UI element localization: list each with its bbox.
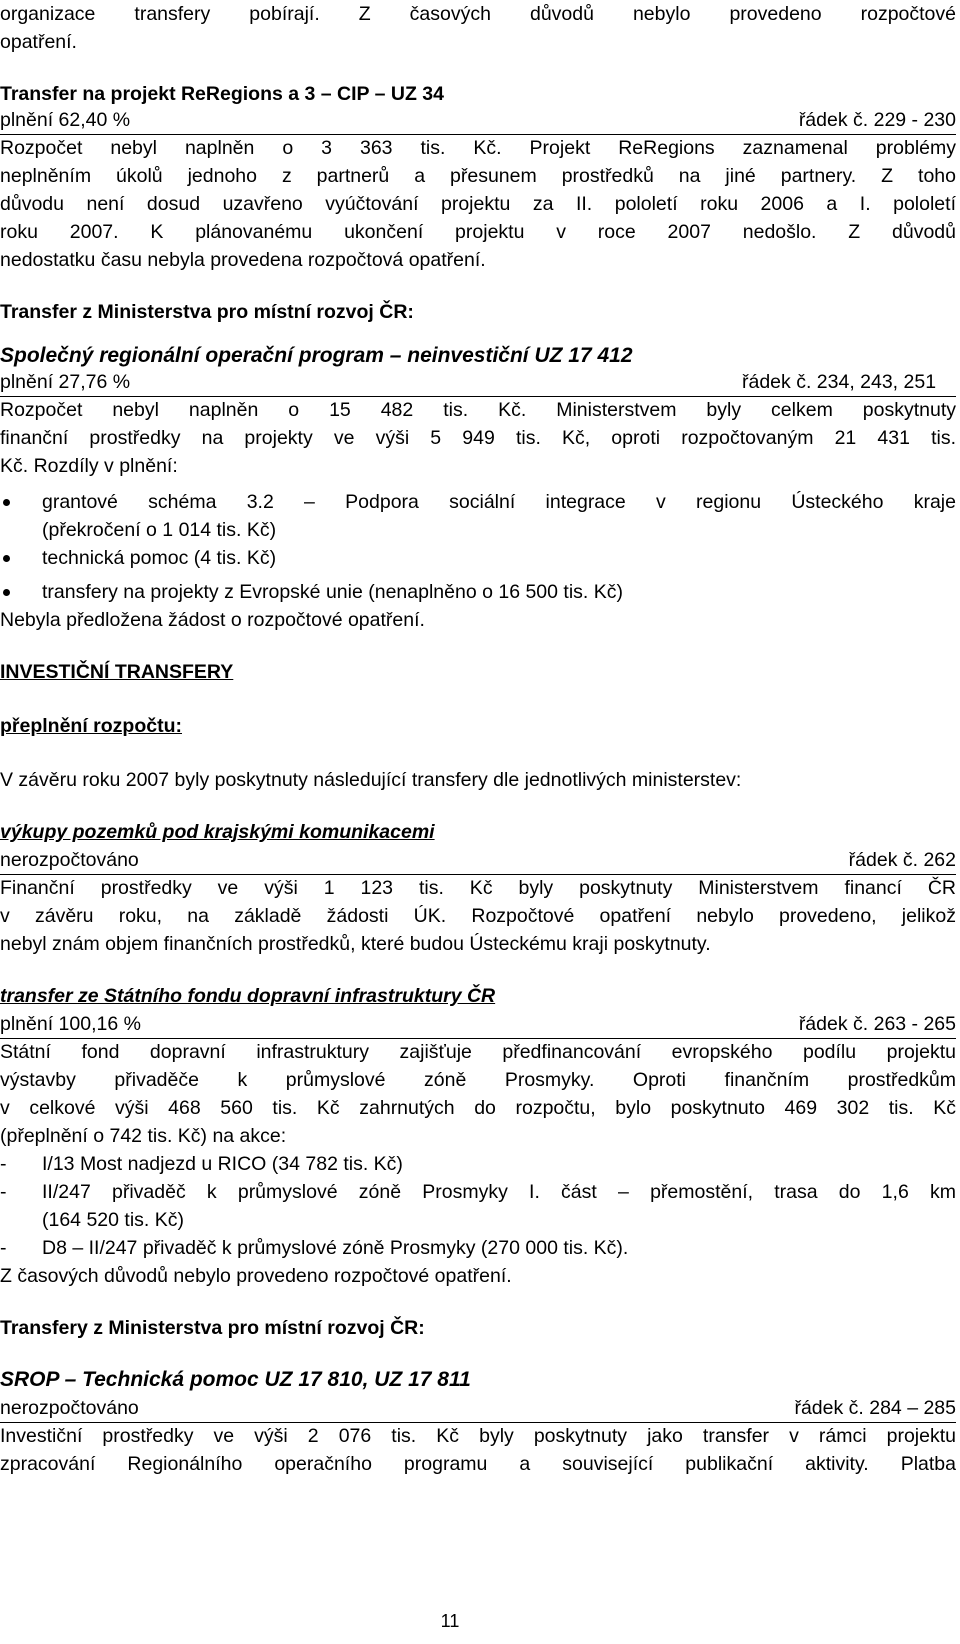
bullet-item: [0, 578, 956, 606]
text-line: zpracování Regionálního operačního programu a související publikační aktivity. Platba: [0, 1453, 956, 1475]
text-line: (přeplnění o 742 tis. Kč) na akce:: [0, 1125, 287, 1147]
text-line: v závěru roku, na základě žádosti ÚK. Rozpočtové opatření nebylo provedeno, jelikož: [0, 905, 956, 927]
radek-label: řádek č. 262: [848, 849, 956, 871]
text-line: Nebyla předložena žádost o rozpočtové opatření.: [0, 609, 425, 631]
radek-label: řádek č. 284 – 285: [794, 1397, 956, 1419]
dash-text: II/247 přivaděč k průmyslové zóně Prosmyky I. část – přemostění, trasa do 1,6 km: [42, 1181, 956, 1203]
section-heading: Transfery z Ministerstva pro místní rozvoj ČR:: [0, 1317, 425, 1339]
subsection-heading: výkupy pozemků pod krajskými komunikacemi: [0, 821, 435, 843]
subsection-heading: transfer ze Státního fondu dopravní infrastruktury ČR: [0, 985, 496, 1007]
bullet-text: technická pomoc (4 tis. Kč): [42, 547, 277, 569]
bullet-item: [0, 488, 956, 516]
dash-item: [0, 1234, 956, 1262]
section-heading: Transfer z Ministerstva pro místní rozvoj ČR:: [0, 301, 414, 323]
text-line: Rozpočet nebyl naplněn o 15 482 tis. Kč. Ministerstvem byly celkem poskytnuty: [0, 399, 956, 421]
text-line: (překročení o 1 014 tis. Kč): [42, 519, 277, 541]
dash-item: [0, 1178, 956, 1206]
budget-line-row: [0, 106, 956, 135]
text-line: opatření.: [0, 31, 77, 53]
bullet-text: transfery na projekty z Evropské unie (nenaplněno o 16 500 tis. Kč): [42, 581, 623, 603]
dash-marker: -: [0, 1237, 7, 1259]
nerozpocotovano-label: nerozpočtováno: [0, 849, 139, 871]
budget-line-row: [0, 1010, 956, 1039]
text-line: roku 2007. K plánovanému ukončení projektu v roce 2007 nedošlo. Z důvodů: [0, 221, 956, 243]
nerozpocotovano-label: nerozpočtováno: [0, 1397, 139, 1419]
text-line: Státní fond dopravní infrastruktury zajišťuje předfinancování evropského podílu projektu: [0, 1041, 956, 1063]
text-line: (164 520 tis. Kč): [42, 1209, 184, 1231]
text-line: organizace transfery pobírají. Z časových důvodů nebylo provedeno rozpočtové: [0, 3, 956, 25]
text-line: nebyl znám objem finančních prostředků, které budou Ústeckému kraji poskytnuty.: [0, 933, 711, 955]
dash-marker: -: [0, 1153, 7, 1175]
dash-text: I/13 Most nadjezd u RICO (34 782 tis. Kč): [42, 1153, 403, 1175]
text-line: Kč. Rozdíly v plnění:: [0, 455, 178, 477]
text-line: v celkové výši 468 560 tis. Kč zahrnutých do rozpočtu, bylo poskytnuto 469 302 tis. Kč: [0, 1097, 956, 1119]
text-line: Investiční prostředky ve výši 2 076 tis. Kč byly poskytnuty jako transfer v rámci projektu: [0, 1425, 956, 1447]
radek-label: řádek č. 263 - 265: [798, 1013, 956, 1035]
text-line: nedostatku času nebyla provedena rozpočtová opatření.: [0, 249, 486, 271]
section-heading: INVESTIČNÍ TRANSFERY: [0, 661, 234, 683]
subsection-heading: Společný regionální operační program – neinvestiční UZ 17 412: [0, 344, 633, 367]
page-number: 11: [440, 1611, 460, 1631]
text-line: výstavby přivaděče k průmyslové zóně Prosmyky. Oproti finančním prostředkům: [0, 1069, 956, 1091]
subsection-heading: SROP – Technická pomoc UZ 17 810, UZ 17 811: [0, 1368, 471, 1391]
radek-label: řádek č. 234, 243, 251: [742, 371, 937, 393]
dash-item: [0, 1150, 956, 1178]
section-heading: přeplnění rozpočtu:: [0, 715, 182, 737]
text-line: Finanční prostředky ve výši 1 123 tis. Kč byly poskytnuty Ministerstvem financí ČR: [0, 877, 956, 899]
bullet-dot: [3, 555, 10, 562]
text-line: důvodu není dosud uzavřeno vyúčtování projektu za II. pololetí roku 2006 a I. pololetí: [0, 193, 956, 215]
bullet-text: grantové schéma 3.2 – Podpora sociální integrace v regionu Ústeckého kraje: [42, 491, 956, 513]
bullet-item: [0, 544, 956, 572]
plneni-label: plnění 62,40 %: [0, 109, 131, 131]
radek-label: řádek č. 229 - 230: [798, 109, 956, 131]
dash-marker: -: [0, 1181, 7, 1203]
bullet-dot: [3, 589, 10, 596]
text-line: neplněním úkolů jednoho z partnerů a přesunem prostředků na jiné partnery. Z toho: [0, 165, 956, 187]
text-line: Rozpočet nebyl naplněn o 3 363 tis. Kč. Projekt ReRegions zaznamenal problémy: [0, 137, 956, 159]
plneni-label: plnění 100,16 %: [0, 1013, 141, 1035]
text-line: Z časových důvodů nebylo provedeno rozpočtové opatření.: [0, 1265, 512, 1287]
bullet-dot: [3, 499, 10, 506]
budget-line-row: [0, 846, 956, 875]
dash-text: D8 – II/247 přivaděč k průmyslové zóně Prosmyky (270 000 tis. Kč).: [42, 1237, 629, 1259]
text-line: finanční prostředky na projekty ve výši 5 949 tis. Kč, oproti rozpočtovaným 21 431 tis.: [0, 427, 956, 449]
plneni-label: plnění 27,76 %: [0, 371, 131, 393]
budget-line-row: [0, 368, 956, 397]
budget-line-row: [0, 1394, 956, 1423]
section-heading: Transfer na projekt ReRegions a 3 – CIP – UZ 34: [0, 83, 444, 105]
text-line: V závěru roku 2007 byly poskytnuty následující transfery dle jednotlivých ministerstev:: [0, 769, 742, 791]
